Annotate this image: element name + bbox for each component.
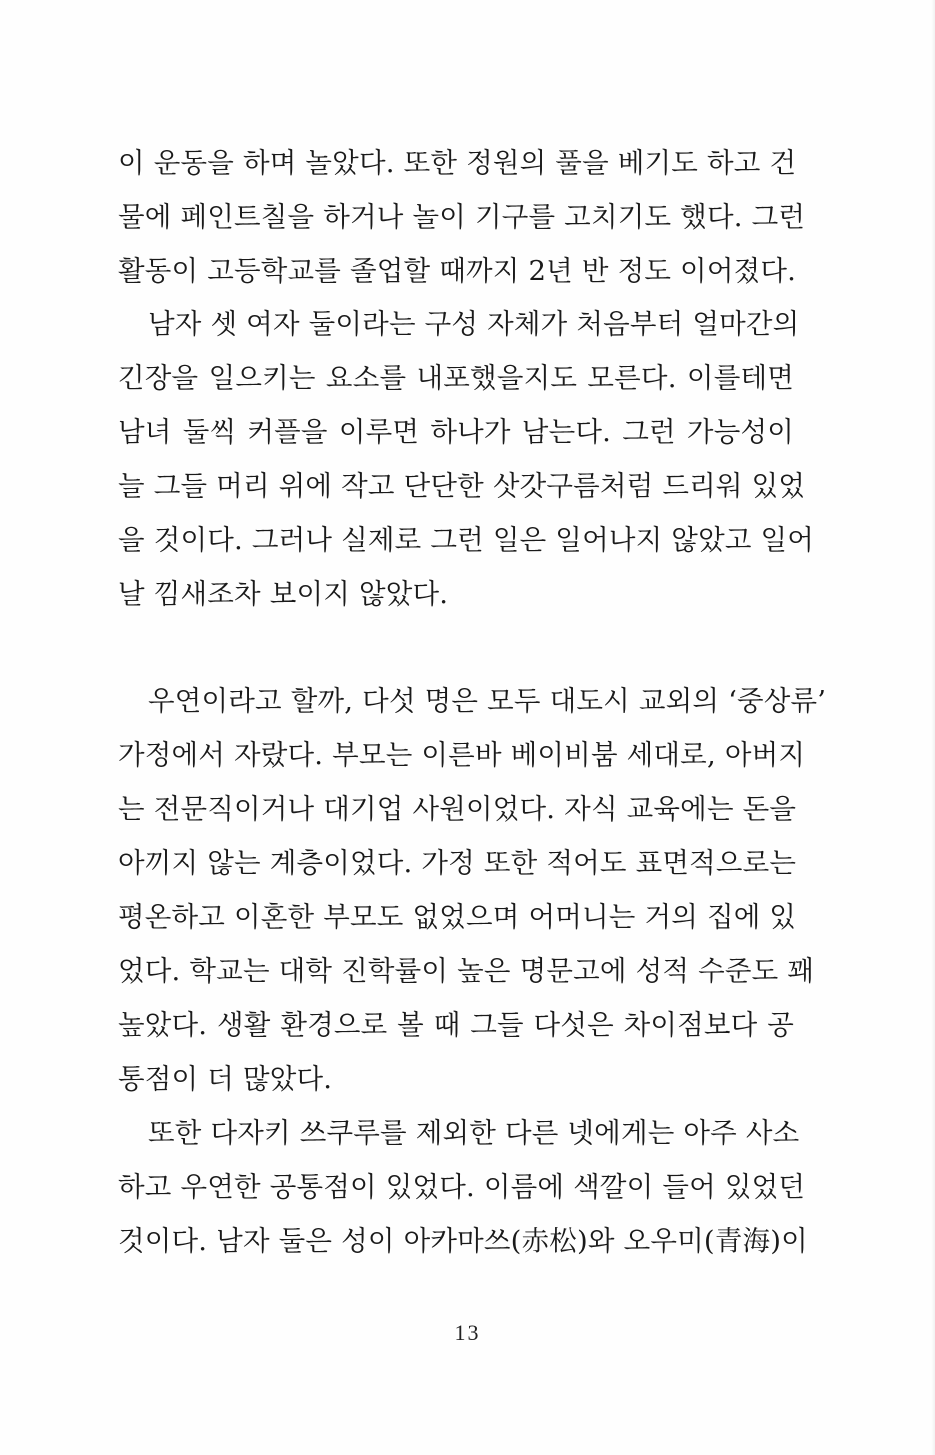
text-line: 평온하고 이혼한 부모도 없었으며 어머니는 거의 집에 있: [118, 901, 797, 933]
text-line: 통점이 더 많았다.: [118, 1063, 333, 1095]
text-line: 긴장을 일으키는 요소를 내포했을지도 모른다. 이를테면: [118, 362, 794, 394]
text-line: 하고 우연한 공통점이 있었다. 이름에 색깔이 들어 있었던: [118, 1171, 806, 1203]
text-line: 남녀 둘씩 커플을 이루면 하나가 남는다. 그런 가능성이: [118, 416, 794, 448]
text-line: 것이다. 남자 둘은 성이 아카마쓰(赤松)와 오우미(青海)이: [118, 1225, 808, 1257]
text-line: 높았다. 생활 환경으로 볼 때 그들 다섯은 차이점보다 공: [118, 1009, 794, 1041]
page-number: 13: [454, 1320, 481, 1345]
text-line: 남자 셋 여자 둘이라는 구성 자체가 처음부터 얼마간의: [148, 308, 800, 340]
text-line: 아끼지 않는 계층이었다. 가정 또한 적어도 표면적으로는: [118, 847, 797, 879]
page-edge-shadow: [931, 0, 935, 1455]
text-line: 었다. 학교는 대학 진학률이 높은 명문고에 성적 수준도 꽤: [118, 955, 815, 987]
text-line: 우연이라고 할까, 다섯 명은 모두 대도시 교외의 ‘중상류’: [148, 685, 827, 717]
text-line: 물에 페인트칠을 하거나 놀이 기구를 고치기도 했다. 그런: [118, 201, 806, 233]
text-line: 이 운동을 하며 놀았다. 또한 정원의 풀을 베기도 하고 건: [118, 147, 797, 179]
text-line: 을 것이다. 그러나 실제로 그런 일은 일어나지 않았고 일어: [118, 524, 815, 556]
text-line: 날 낌새조차 보이지 않았다.: [118, 578, 449, 610]
text-line: 는 전문직이거나 대기업 사원이었다. 자식 교육에는 돈을: [118, 793, 797, 825]
text-line: 가정에서 자랐다. 부모는 이른바 베이비붐 세대로, 아버지: [118, 739, 806, 771]
text-line: 늘 그들 머리 위에 작고 단단한 삿갓구름처럼 드리워 있었: [118, 470, 806, 502]
text-line: 활동이 고등학교를 졸업할 때까지 2년 반 정도 이어졌다.: [118, 255, 797, 287]
text-line: 또한 다자키 쓰쿠루를 제외한 다른 넷에게는 아주 사소: [148, 1117, 800, 1149]
